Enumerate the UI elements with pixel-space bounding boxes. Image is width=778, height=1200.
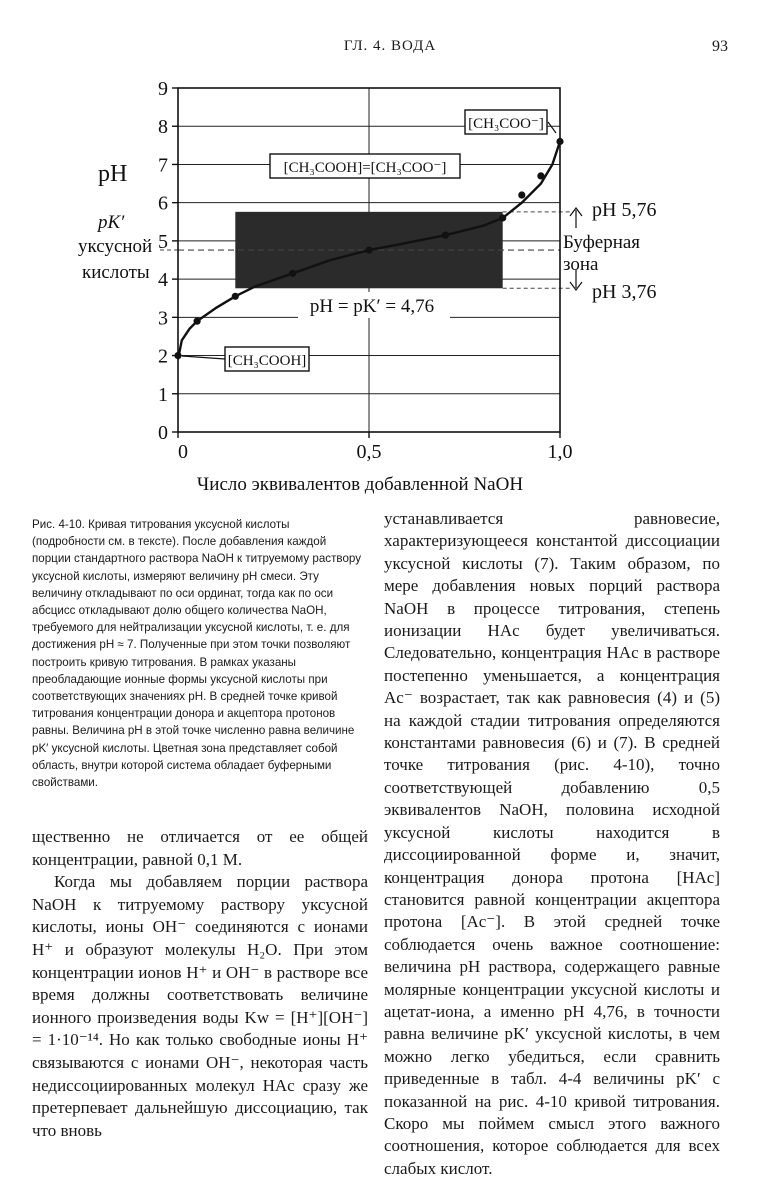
figure-caption xyxy=(32,516,362,791)
acid-pointer-line xyxy=(182,356,225,359)
right-column xyxy=(384,508,720,1180)
y-tick-label: 3 xyxy=(158,307,168,330)
y-tick-label: 6 xyxy=(158,192,168,215)
running-head xyxy=(0,38,778,58)
ph-upper-label: pH 5,76 xyxy=(592,199,657,221)
data-point xyxy=(442,232,449,239)
chapter-title: ГЛ. 4. ВОДА xyxy=(343,38,437,54)
acid-box-label: [CH₃COOH] xyxy=(227,353,307,369)
caption-text: Рис. 4-10. Кривая титрования уксусной кислоты (подробности см. в тексте). После добавления каждой порции стандартного раствора NaOH к титруемому раствору уксусной кислоты, измеряют величину pH смеси. Эту величину откладывают по оси ординат, тогда как по оси абсцисс откладывают долю общего количества NaOH, требуемого для нейтрализации уксусной кислоты, т. е. для достижения pH ≈ 7. Полученные при этом точки позволяют построить кривую титрования. В рамках указаны преобладающие ионные формы уксусной кислоты при соответствующих значениях pH. В средней точке кривой титрования концентрации донора и акцептора протонов равны. Величина pH в этой точке численно равна величине pK′ уксусной кислоты. Цветная зона представляет собой область, внутри которой система обладает буферными свойствами. xyxy=(32,518,362,790)
data-point xyxy=(365,246,372,253)
x-tick-label: 0,5 xyxy=(356,441,382,463)
buffer-zone-label-2: зона xyxy=(563,254,599,275)
x-axis-label: Число эквивалентов добавленной NaOH xyxy=(196,474,524,495)
titration-chart xyxy=(0,70,778,510)
midpoint-equation: pH = pK′ = 4,76 xyxy=(309,296,435,317)
right-paragraph-1: устанавливается равновесие, характеризующееся константой диссоциации уксусной кислоты (7). Таким образом, по мере добавления новых порций раствора NaOH в процессе титрования, степень ионизации HAc будет увеличиваться. Следовательно, концентрация HAc в растворе постепенно уменьшается, а концентрация Ac⁻ возрастает, так как равновесия (4) и (5) на каждой стадии титрования определяются константами равновесия (6) и (7). В средней точке титрования (рис. 4-10), точно соответствующей добавлению 0,5 эквивалентов NaOH, половина исходной уксусной кислоты находится в диссоциированной форме и, значит, концентрация донора протона [HAc] становится равной концентрации акцептора протона [Ac⁻]. В этой средней точке соблюдается очень важное соотношение: величина pH раствора, содержащего равные молярные концентрации уксусной кислоты и ацетат-иона, а именно pH 4,76, в точности равна величине pK′ уксусной кислоты, в чем можно легко убедиться, если сравнить приведенные в табл. 4-4 величины pK′ с показанной на рис. 4-10 кривой титрования. Скоро мы поймем смысл этого важного соотношения, которое соблюдается для всех слабых кислот. xyxy=(384,509,720,1178)
equal-concentration-label: [CH₃COOH]=[CH₃COO⁻] xyxy=(283,160,447,176)
y-tick-label: 4 xyxy=(158,269,168,292)
pk-label-acid: уксусной xyxy=(78,236,153,257)
data-point xyxy=(194,318,201,325)
y-tick-label: 0 xyxy=(158,422,168,444)
left-paragraph-1: щественно не отличается от ее общей концентрации, равной 0,1 М. xyxy=(32,827,368,869)
data-point xyxy=(232,293,239,300)
left-column xyxy=(32,826,368,1142)
y-tick-label: 1 xyxy=(158,383,168,406)
data-point xyxy=(537,172,544,179)
pk-label-acid-2: кислоты xyxy=(82,262,150,283)
left-paragraph-2: Когда мы добавляем порции раствора NaOH к титруемому раствору уксусной кислоты, ионы OH⁻ соединяются с ионами H⁺ и образуют молекулы H₂O. При этом концентрации ионов H⁺ и OH⁻ в растворе все время должны соответствовать величине ионного произведения воды Kw = [H⁺][OH⁻] = 1·10⁻¹⁴. Но как только свободные ионы H⁺ связываются с ионами OH⁻, некоторая часть недиссоциированных молекул HAc сразу же претерпевает дальнейшую диссоциацию, так что вновь xyxy=(32,872,368,1140)
y-tick-label: 8 xyxy=(158,116,168,139)
data-point xyxy=(289,270,296,277)
data-point xyxy=(518,191,525,198)
ph-axis-label: pH xyxy=(98,161,128,187)
buffer-zone-label: Буферная xyxy=(563,232,641,253)
data-point xyxy=(499,214,506,221)
y-tick-label: 9 xyxy=(158,78,168,100)
ph-lower-label: pH 3,76 xyxy=(592,281,657,303)
anion-arrow xyxy=(548,122,556,133)
x-tick-label: 0 xyxy=(178,441,188,463)
y-tick-label: 7 xyxy=(158,154,168,177)
x-tick-label: 1,0 xyxy=(547,441,573,463)
data-point xyxy=(174,352,181,359)
y-tick-label: 5 xyxy=(158,230,168,253)
data-point xyxy=(556,138,563,145)
pk-label: pK′ xyxy=(98,212,125,233)
anion-box-label: [CH₃COO⁻] xyxy=(468,116,544,132)
y-tick-label: 2 xyxy=(158,345,168,368)
page-number: 93 xyxy=(712,38,728,55)
